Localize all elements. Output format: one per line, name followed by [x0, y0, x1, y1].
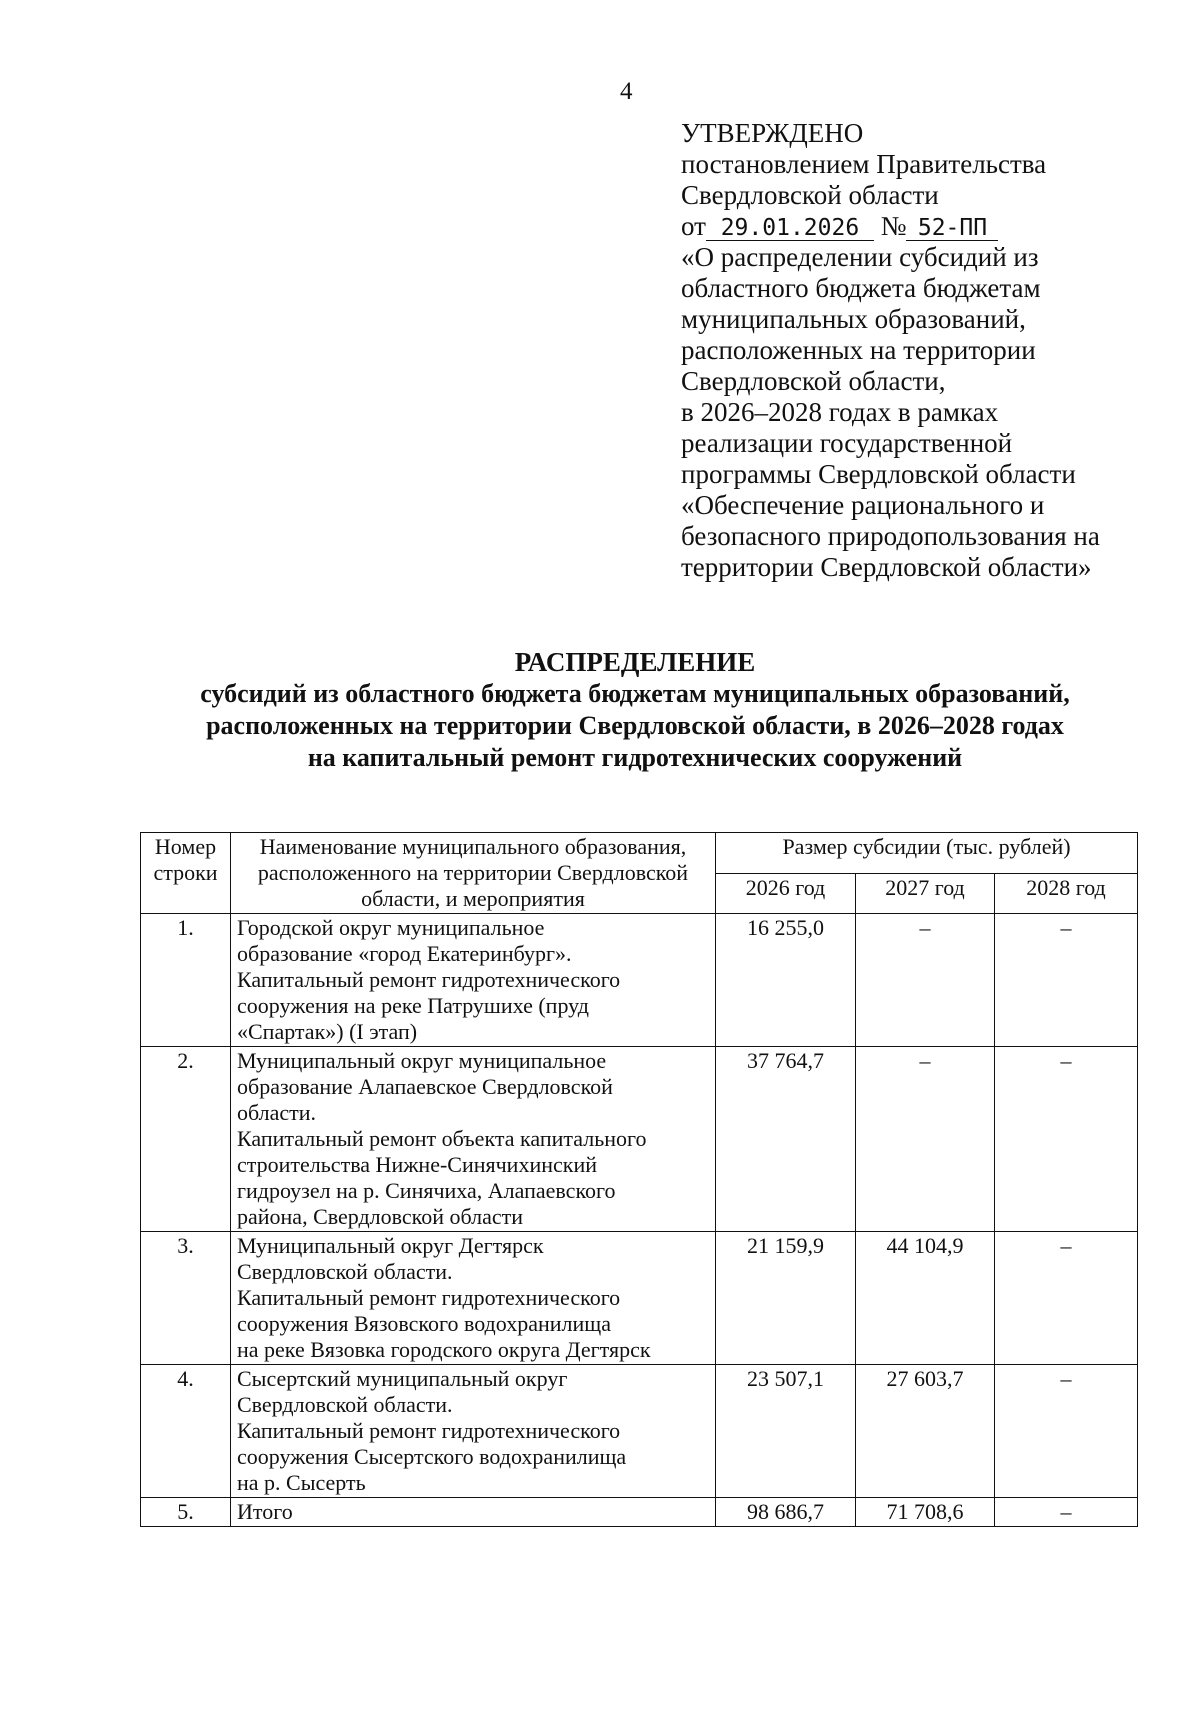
- row-name-line: Сысертский муниципальный округ: [237, 1366, 568, 1391]
- row-number-cell: 4.: [141, 1365, 231, 1498]
- heading-line: на капитальный ремонт гидротехнических сооружений: [307, 743, 963, 772]
- row-name-line: Капитальный ремонт объекта капитального: [237, 1126, 647, 1151]
- row-name-line: образование Алапаевское Свердловской: [237, 1074, 613, 1099]
- subsidy-2028-cell: –: [995, 1232, 1138, 1365]
- subsidy-2028-cell: –: [995, 1047, 1138, 1232]
- subsidy-2028-cell: –: [995, 1365, 1138, 1498]
- resolution-line: «О распределении субсидий из: [681, 242, 1039, 272]
- row-name-cell: [231, 1365, 716, 1498]
- header-year-2026: 2026 год: [716, 873, 856, 914]
- approval-date: 29.01.2026: [706, 216, 874, 241]
- row-name-line: Итого: [237, 1499, 293, 1524]
- header-subsidy: Размер субсидии (тыс. рублей): [716, 833, 1138, 874]
- header-name: Наименование муниципального образования, расположенного на территории Свердловской области, и мероприятия: [231, 833, 716, 914]
- document-heading: [130, 646, 1140, 774]
- resolution-line: расположенных на территории: [681, 335, 1036, 365]
- subsidy-2027-cell: –: [856, 1047, 995, 1232]
- resolution-line: реализации государственной: [681, 428, 1013, 458]
- row-name-line: сооружения на реке Патрушихе (пруд: [237, 993, 589, 1018]
- table-row: [141, 1365, 1138, 1498]
- heading-line: расположенных на территории Свердловской области, в 2026–2028 годах: [206, 711, 1064, 740]
- row-name-line: области.: [237, 1100, 317, 1125]
- approval-date-line: [681, 211, 1151, 242]
- approval-number: 52-ПП: [906, 216, 998, 241]
- resolution-line: безопасного природопользования на: [681, 521, 1100, 551]
- resolution-line: «Обеспечение рационального и: [681, 490, 1045, 520]
- resolution-line: областного бюджета бюджетам: [681, 273, 1041, 303]
- resolution-line: в 2026–2028 годах в рамках: [681, 397, 999, 427]
- row-name-line: района, Свердловской области: [237, 1204, 524, 1229]
- table-row: [141, 914, 1138, 1047]
- approval-title: УТВЕРЖДЕНО: [681, 118, 864, 148]
- header-row-number: Номер строки: [141, 833, 231, 914]
- table-row: [141, 1498, 1138, 1527]
- row-name-line: образование «город Екатеринбург».: [237, 941, 572, 966]
- subsidy-2027-cell: 71 708,6: [856, 1498, 995, 1527]
- row-name-line: Свердловской области.: [237, 1259, 453, 1284]
- approval-line: постановлением Правительства: [681, 149, 1047, 179]
- row-name-line: Свердловской области.: [237, 1392, 453, 1417]
- row-number-cell: 1.: [141, 914, 231, 1047]
- table-header-row: [141, 833, 1138, 874]
- row-name-line: Капитальный ремонт гидротехнического: [237, 1418, 621, 1443]
- resolution-line: территории Свердловской области»: [681, 552, 1092, 582]
- row-name-line: «Спартак») (I этап): [237, 1019, 418, 1044]
- resolution-line: муниципальных образований,: [681, 304, 1026, 334]
- subsidy-2028-cell: –: [995, 1498, 1138, 1527]
- subsidy-2028-cell: –: [995, 914, 1138, 1047]
- row-name-line: Муниципальный округ Дегтярск: [237, 1233, 544, 1258]
- row-name-line: на реке Вязовка городского округа Дегтярск: [237, 1337, 651, 1362]
- row-name-line: Капитальный ремонт гидротехнического: [237, 1285, 621, 1310]
- table-row: [141, 1232, 1138, 1365]
- row-name-cell: [231, 1498, 716, 1527]
- row-number-cell: 5.: [141, 1498, 231, 1527]
- row-name-cell: [231, 914, 716, 1047]
- date-prefix: от: [681, 211, 706, 241]
- row-name-cell: [231, 1047, 716, 1232]
- header-year-2027: 2027 год: [856, 873, 995, 914]
- row-name-line: Капитальный ремонт гидротехнического: [237, 967, 621, 992]
- header-year-2028: 2028 год: [995, 873, 1138, 914]
- subsidy-2026-cell: 21 159,9: [716, 1232, 856, 1365]
- subsidy-2027-cell: –: [856, 914, 995, 1047]
- subsidy-2026-cell: 37 764,7: [716, 1047, 856, 1232]
- approval-block: [681, 118, 1151, 583]
- subsidy-2026-cell: 98 686,7: [716, 1498, 856, 1527]
- row-name-cell: [231, 1232, 716, 1365]
- table-row: [141, 1047, 1138, 1232]
- row-number-cell: 2.: [141, 1047, 231, 1232]
- row-name-line: Муниципальный округ муниципальное: [237, 1048, 607, 1073]
- row-name-line: строительства Нижне-Синячихинский: [237, 1152, 598, 1177]
- resolution-line: Свердловской области,: [681, 366, 946, 396]
- page-number: 4: [620, 78, 633, 105]
- row-name-line: сооружения Сысертского водохранилища: [237, 1444, 627, 1469]
- distribution-table: [140, 832, 1138, 1527]
- row-number-cell: 3.: [141, 1232, 231, 1365]
- heading-line: субсидий из областного бюджета бюджетам муниципальных образований,: [200, 679, 1070, 708]
- row-name-line: гидроузел на р. Синячиха, Алапаевского: [237, 1178, 616, 1203]
- subsidy-2026-cell: 23 507,1: [716, 1365, 856, 1498]
- subsidy-2026-cell: 16 255,0: [716, 914, 856, 1047]
- number-prefix: №: [880, 211, 907, 241]
- approval-line: Свердловской области: [681, 180, 939, 210]
- heading-title: РАСПРЕДЕЛЕНИЕ: [514, 647, 756, 677]
- row-name-line: на р. Сысерть: [237, 1470, 366, 1495]
- row-name-line: сооружения Вязовского водохранилища: [237, 1311, 611, 1336]
- subsidy-2027-cell: 44 104,9: [856, 1232, 995, 1365]
- row-name-line: Городской округ муниципальное: [237, 915, 545, 940]
- subsidy-2027-cell: 27 603,7: [856, 1365, 995, 1498]
- resolution-line: программы Свердловской области: [681, 459, 1076, 489]
